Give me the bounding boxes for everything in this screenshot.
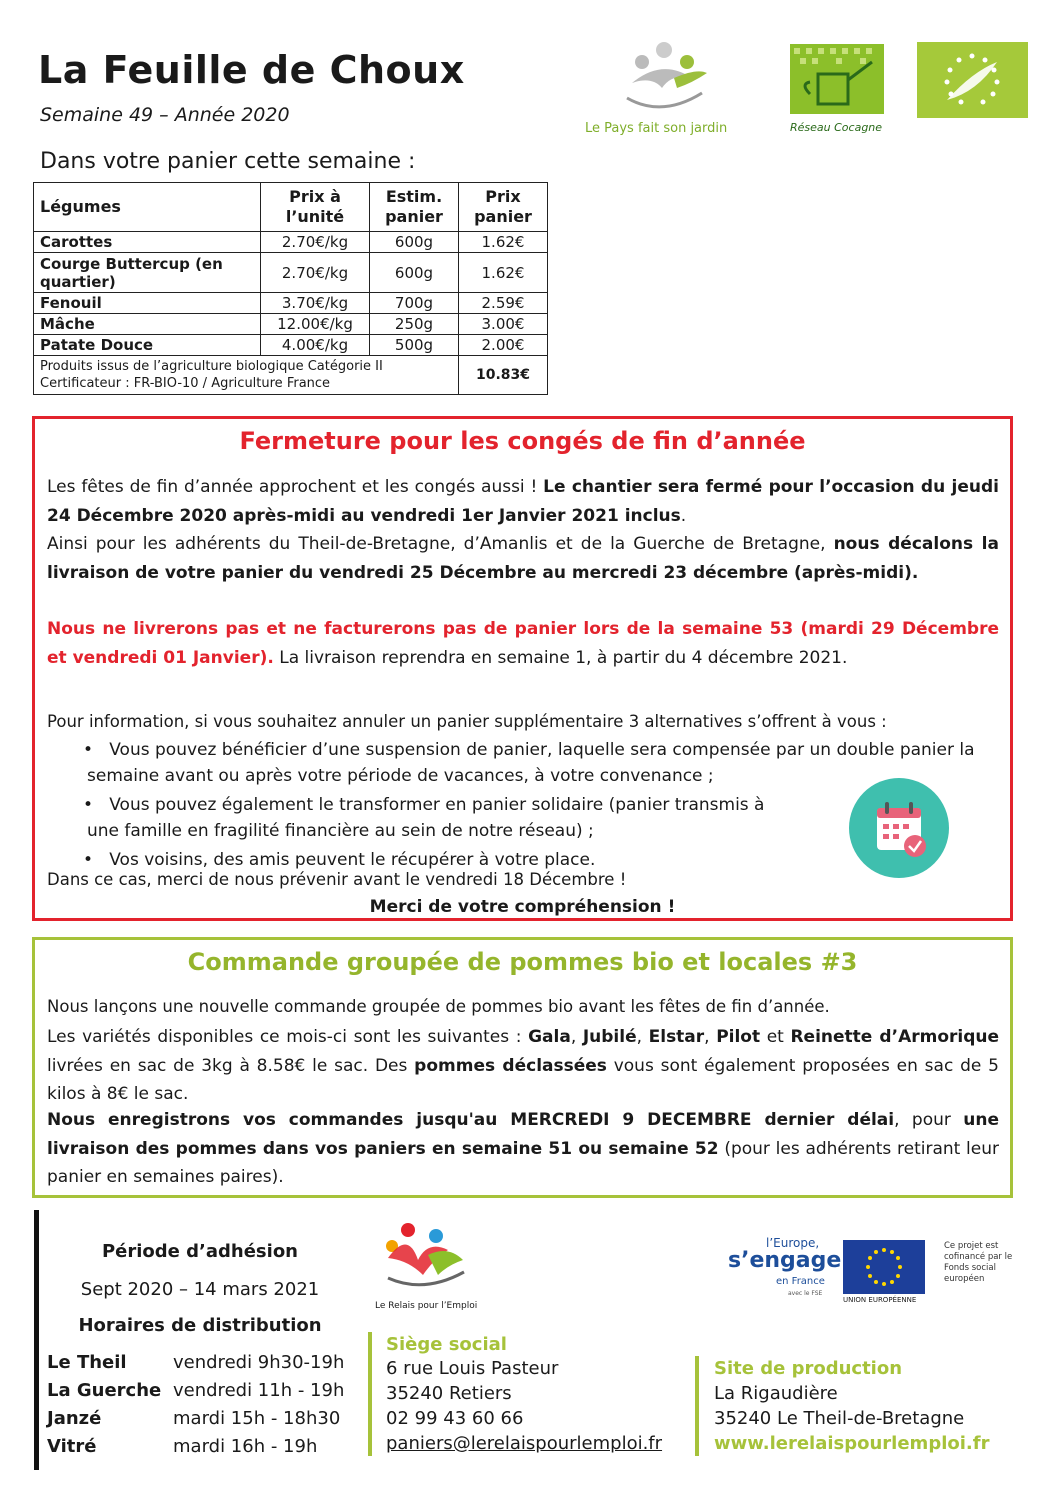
- production-title: Site de production: [714, 1358, 903, 1379]
- veg-unit-price: 3.70€/kg: [261, 293, 370, 314]
- veg-name: Fenouil: [34, 293, 261, 314]
- list-item: une famille en fragilité financière au sein de notre réseau) ;: [87, 821, 594, 841]
- veg-price: 1.62€: [459, 232, 548, 253]
- veg-unit-price: 12.00€/kg: [261, 314, 370, 335]
- production-place: La Rigaudière: [714, 1383, 838, 1404]
- header-estimate: Estim. panier: [370, 183, 459, 232]
- list-item: • Vous pouvez également le transformer en panier solidaire (panier transmis à: [83, 795, 765, 815]
- schedule-time: vendredi 11h - 19h: [173, 1379, 345, 1401]
- veg-name: Carottes: [34, 232, 261, 253]
- hq-city: 35240 Retiers: [386, 1383, 512, 1404]
- table-row: [34, 314, 548, 335]
- cocagne-logo: [790, 44, 884, 114]
- website-link[interactable]: www.lerelaispourlemploi.fr: [714, 1433, 990, 1454]
- basket-heading: Dans votre panier cette semaine :: [40, 149, 416, 174]
- closure-thanks: Merci de votre compréhension !: [369, 897, 676, 917]
- table-row: [47, 1348, 344, 1376]
- veg-estimate: 600g: [370, 232, 459, 253]
- hq-email-link[interactable]: paniers@lerelaispourlemploi.fr: [386, 1433, 663, 1454]
- closure-paragraph-4: Pour information, si vous souhaitez annuler un panier supplémentaire 3 alternatives s’offrent à vous :: [47, 712, 887, 731]
- membership-dates: Sept 2020 – 14 mars 2021: [80, 1279, 320, 1300]
- schedule-place: Vitré: [47, 1435, 97, 1457]
- veg-estimate: 700g: [370, 293, 459, 314]
- hq-street: 6 rue Louis Pasteur: [386, 1358, 559, 1379]
- schedule-time: mardi 16h - 19h: [173, 1435, 318, 1457]
- certification-note: Produits issus de l’agriculture biologique Catégorie II Certificateur : FR-BIO-10 / Agriculture France: [34, 356, 459, 395]
- schedule-time: vendredi 9h30-19h: [173, 1351, 345, 1373]
- veg-price: 1.62€: [459, 253, 548, 293]
- veg-unit-price: 4.00€/kg: [261, 335, 370, 356]
- veg-unit-price: 2.70€/kg: [261, 253, 370, 293]
- hq-title: Siège social: [386, 1334, 507, 1355]
- basket-table: [33, 182, 548, 395]
- relais-label: Le Relais pour l’Emploi: [375, 1301, 478, 1311]
- table-row: [34, 253, 548, 293]
- veg-estimate: 500g: [370, 335, 459, 356]
- europe-engage-logo: l’Europe, s’engage en France avec le FSE: [728, 1236, 842, 1297]
- schedule-place: Le Theil: [47, 1351, 127, 1373]
- list-item: semaine avant ou après votre période de vacances, à votre convenance ;: [87, 766, 714, 786]
- hq-phone: 02 99 43 60 66: [386, 1408, 524, 1429]
- table-row: [47, 1432, 344, 1460]
- veg-unit-price: 2.70€/kg: [261, 232, 370, 253]
- eu-cofinance-note: Ce projet est cofinancé par le Fonds social européen: [944, 1241, 1013, 1284]
- production-city: 35240 Le Theil-de-Bretagne: [714, 1408, 965, 1429]
- veg-name: Courge Buttercup (en quartier): [34, 253, 261, 293]
- relais-logo: [378, 1220, 470, 1292]
- header-unit-price: Prix à l’unité: [261, 183, 370, 232]
- page-subtitle: Semaine 49 – Année 2020: [40, 104, 290, 126]
- membership-title: Période d’adhésion: [101, 1241, 298, 1262]
- page-title: La Feuille de Choux: [38, 48, 465, 92]
- list-item: • Vos voisins, des amis peuvent le récupérer à votre place.: [83, 850, 596, 870]
- closure-paragraph-3: Nous ne livrerons pas et ne facturerons pas de panier lors de la semaine 53 (mardi 29 Décembre et vendredi 01 Janvier). La livraison reprendra en semaine 1, à partir du 4 décembre 2021.: [47, 619, 999, 668]
- closure-paragraph-2: Ainsi pour les adhérents du Theil-de-Bretagne, d’Amanlis et de la Guerche de Bretagne, nous décalons la livraison de votre panier du vendredi 25 Décembre au mercredi 23 décembre (après-midi).: [47, 534, 999, 583]
- apples-paragraph-1: Nous lançons une nouvelle commande groupée de pommes bio avant les fêtes de fin d’année.: [47, 997, 830, 1016]
- table-row: [34, 293, 548, 314]
- schedule-place: Janzé: [47, 1407, 102, 1429]
- closure-paragraph-5: Dans ce cas, merci de nous prévenir avant le vendredi 18 Décembre !: [47, 870, 627, 889]
- eu-union-label: UNION EUROPÉENNE: [843, 1296, 917, 1304]
- cocagne-label: Réseau Cocagne: [790, 121, 883, 134]
- veg-price: 2.00€: [459, 335, 548, 356]
- table-row: [47, 1376, 344, 1404]
- schedule-table: [47, 1348, 344, 1460]
- veg-price: 2.59€: [459, 293, 548, 314]
- hq-divider: [368, 1332, 372, 1456]
- eu-flag-icon: [843, 1240, 925, 1294]
- eu-organic-logo: [917, 42, 1028, 118]
- veg-estimate: 250g: [370, 314, 459, 335]
- apples-paragraph-2: Les variétés disponibles ce mois-ci sont les suivantes : Gala, Jubilé, Elstar, Pilot et Reinette d’Armorique livrées en sac de 3kg à 8.58€ le sac. Des pommes déclassées vous sont également proposées en sac de 5 kilos à 8€ le sac.: [47, 1027, 1000, 1104]
- veg-estimate: 600g: [370, 253, 459, 293]
- table-row: [47, 1404, 344, 1432]
- basket-total: 10.83€: [459, 356, 548, 395]
- veg-price: 3.00€: [459, 314, 548, 335]
- header-vegetables: Légumes: [34, 183, 261, 232]
- footer-divider: [34, 1210, 39, 1470]
- table-footer-row: [34, 356, 548, 395]
- closure-title: Fermeture pour les congés de fin d’année: [239, 427, 806, 455]
- header-price: Prix panier: [459, 183, 548, 232]
- closure-paragraph-1: Les fêtes de fin d’année approchent et les congés aussi ! Le chantier sera fermé pour l’occasion du jeudi 24 Décembre 2020 après-midi au vendredi 1er Janvier 2021 inclus.: [47, 477, 999, 526]
- schedule-title: Horaires de distribution: [78, 1315, 322, 1336]
- schedule-time: mardi 15h - 18h30: [173, 1407, 341, 1429]
- veg-name: Mâche: [34, 314, 261, 335]
- table-row: [34, 335, 548, 356]
- veg-name: Patate Douce: [34, 335, 261, 356]
- production-divider: [695, 1356, 699, 1456]
- pays-jardin-label: Le Pays fait son jardin: [585, 121, 728, 136]
- apples-paragraph-3: Nous enregistrons vos commandes jusqu'au MERCREDI 9 DECEMBRE dernier délai, pour une livraison des pommes dans vos paniers en semaine 51 ou semaine 52 (pour les adhérents retirant leur panier en semaines paires).: [47, 1110, 999, 1187]
- pays-jardin-logo: [612, 38, 712, 118]
- list-item: • Vous pouvez bénéficier d’une suspension de panier, laquelle sera compensée par un double panier la: [83, 740, 975, 760]
- apples-title: Commande groupée de pommes bio et locales #3: [187, 948, 858, 976]
- table-row: [34, 232, 548, 253]
- schedule-place: La Guerche: [47, 1379, 162, 1401]
- calendar-icon: [849, 778, 949, 878]
